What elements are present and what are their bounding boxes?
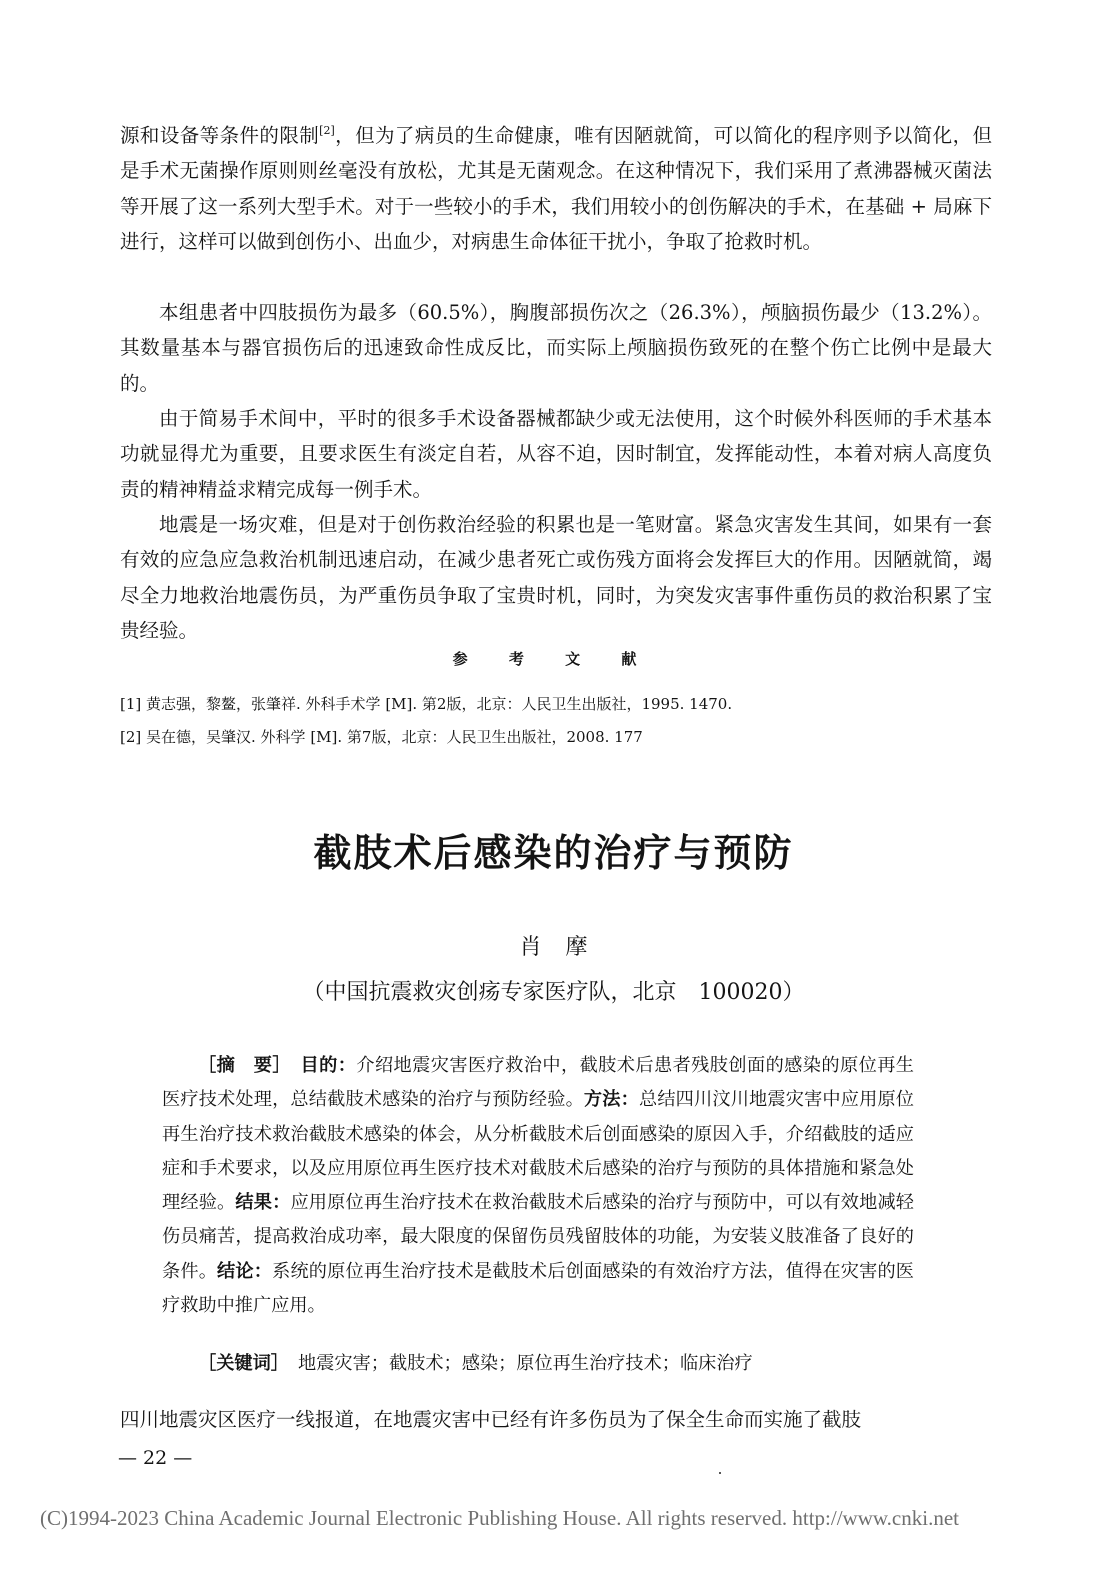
abstract-method-label: 方法： xyxy=(583,1089,639,1111)
keywords xyxy=(162,1347,914,1381)
citation-marker: [2] xyxy=(319,124,335,137)
abstract xyxy=(162,1049,914,1323)
continuation-paragraph-1 xyxy=(120,118,992,260)
references-heading: 参 考 文 献 xyxy=(452,650,655,668)
reference-item: [1] 黄志强，黎鳌，张肇祥. 外科手术学 [M]. 第2版，北京：人民卫生出版社，1995. 1470. xyxy=(120,695,733,713)
article-title: 截肢术后感染的治疗与预防 xyxy=(313,831,794,875)
copyright-notice: (C)1994-2023 China Academic Journal Electronic Publishing House. All rights reserved. http://www.cnki.net xyxy=(40,1506,959,1530)
abstract-result-label: 结果： xyxy=(235,1192,291,1214)
paragraph-text: ，但为了病员的生命健康，唯有因陋就简，可以简化的程序则予以简化，但是手术无菌操作原则则丝毫没有放松，尤其是无菌观念。在这种情况下，我们采用了煮沸器械灭菌法等开展了这一系列大型手术。对于一些较小的手术，我们用较小的创伤解决的手术，在基础 + 局麻下进行，这样可以做到创伤小、出血少，对病患生命体征干扰小，争取了抢救时机。 xyxy=(120,124,992,254)
abstract-objective-text: 介绍地震灾害医疗救治中，截肢术后患者残肢创面的感染的原位再生医疗技术处理，总结截肢术感染的治疗与预防经验。 xyxy=(162,1055,914,1111)
abstract-result-text: 应用原位再生治疗技术在救治截肢术后感染的治疗与预防中，可以有效地减轻伤员痛苦，提高救治成功率，最大限度的保留伤员残留肢体的功能，为安装义肢准备了良好的条件。 xyxy=(162,1192,914,1282)
abstract-conclusion-text: 系统的原位再生治疗技术是截肢术后创面感染的有效治疗方法，值得在灾害的医疗救助中推广应用。 xyxy=(162,1260,914,1317)
keywords-text: 地震灾害；截肢术；感染；原位再生治疗技术；临床治疗 xyxy=(298,1353,753,1374)
body-first-line: 四川地震灾区医疗一线报道，在地震灾害中已经有许多伤员为了保全生命而实施了截肢 xyxy=(120,1408,862,1431)
reference-list xyxy=(120,688,992,754)
abstract-label: ［摘 要］ xyxy=(198,1055,282,1076)
continuation-paragraph-4: 地震是一场灾难，但是对于创伤救治经验的积累也是一笔财富。紧急灾害发生其间，如果有一套有效的应急应急救治机制迅速启动，在减少患者死亡或伤残方面将会发挥巨大的作用。因陋就简，竭尽全力地救治地震伤员，为严重伤员争取了宝贵时机，同时，为突发灾害事件重伤员的救治积累了宝贵经验。 xyxy=(120,513,992,643)
keywords-label: ［关键词］ xyxy=(198,1353,280,1374)
author-affiliation: （中国抗震救灾创疡专家医疗队，北京 100020） xyxy=(302,980,805,1005)
continuation-paragraph-3: 由于简易手术间中，平时的很多手术设备器械都缺少或无法使用，这个时候外科医师的手术基本功就显得尤为重要，且要求医生有淡定自若，从容不迫，因时制宜，发挥能动性，本着对病人高度负责的精神精益求精完成每一例手术。 xyxy=(120,407,992,501)
paragraph-text: 源和设备等条件的限制 xyxy=(120,124,320,147)
abstract-objective-label: 目的： xyxy=(300,1055,357,1076)
scan-speck xyxy=(719,1472,721,1474)
abstract-conclusion-label: 结论： xyxy=(217,1260,273,1282)
page-number: — 22 — xyxy=(118,1447,193,1469)
reference-item: [2] 吴在德，吴肇汉. 外科学 [M]. 第7版，北京：人民卫生出版社，2008. 177 xyxy=(120,728,643,746)
abstract-method-text: 总结四川汶川地震灾害中应用原位再生治疗技术救治截肢术感染的体会，从分析截肢术后创面感染的原因入手，介绍截肢的适应症和手术要求，以及应用原位再生医疗技术对截肢术后感染的治疗与预防的具体措施和紧急处理经验。 xyxy=(162,1089,914,1214)
author-name: 肖摩 xyxy=(519,935,612,960)
continuation-paragraph-2: 本组患者中四肢损伤为最多（60.5%），胸腹部损伤次之（26.3%），颅脑损伤最少（13.2%）。其数量基本与器官损伤后的迅速致命性成反比，而实际上颅脑损伤致死的在整个伤亡比例中是最大的。 xyxy=(120,301,992,395)
